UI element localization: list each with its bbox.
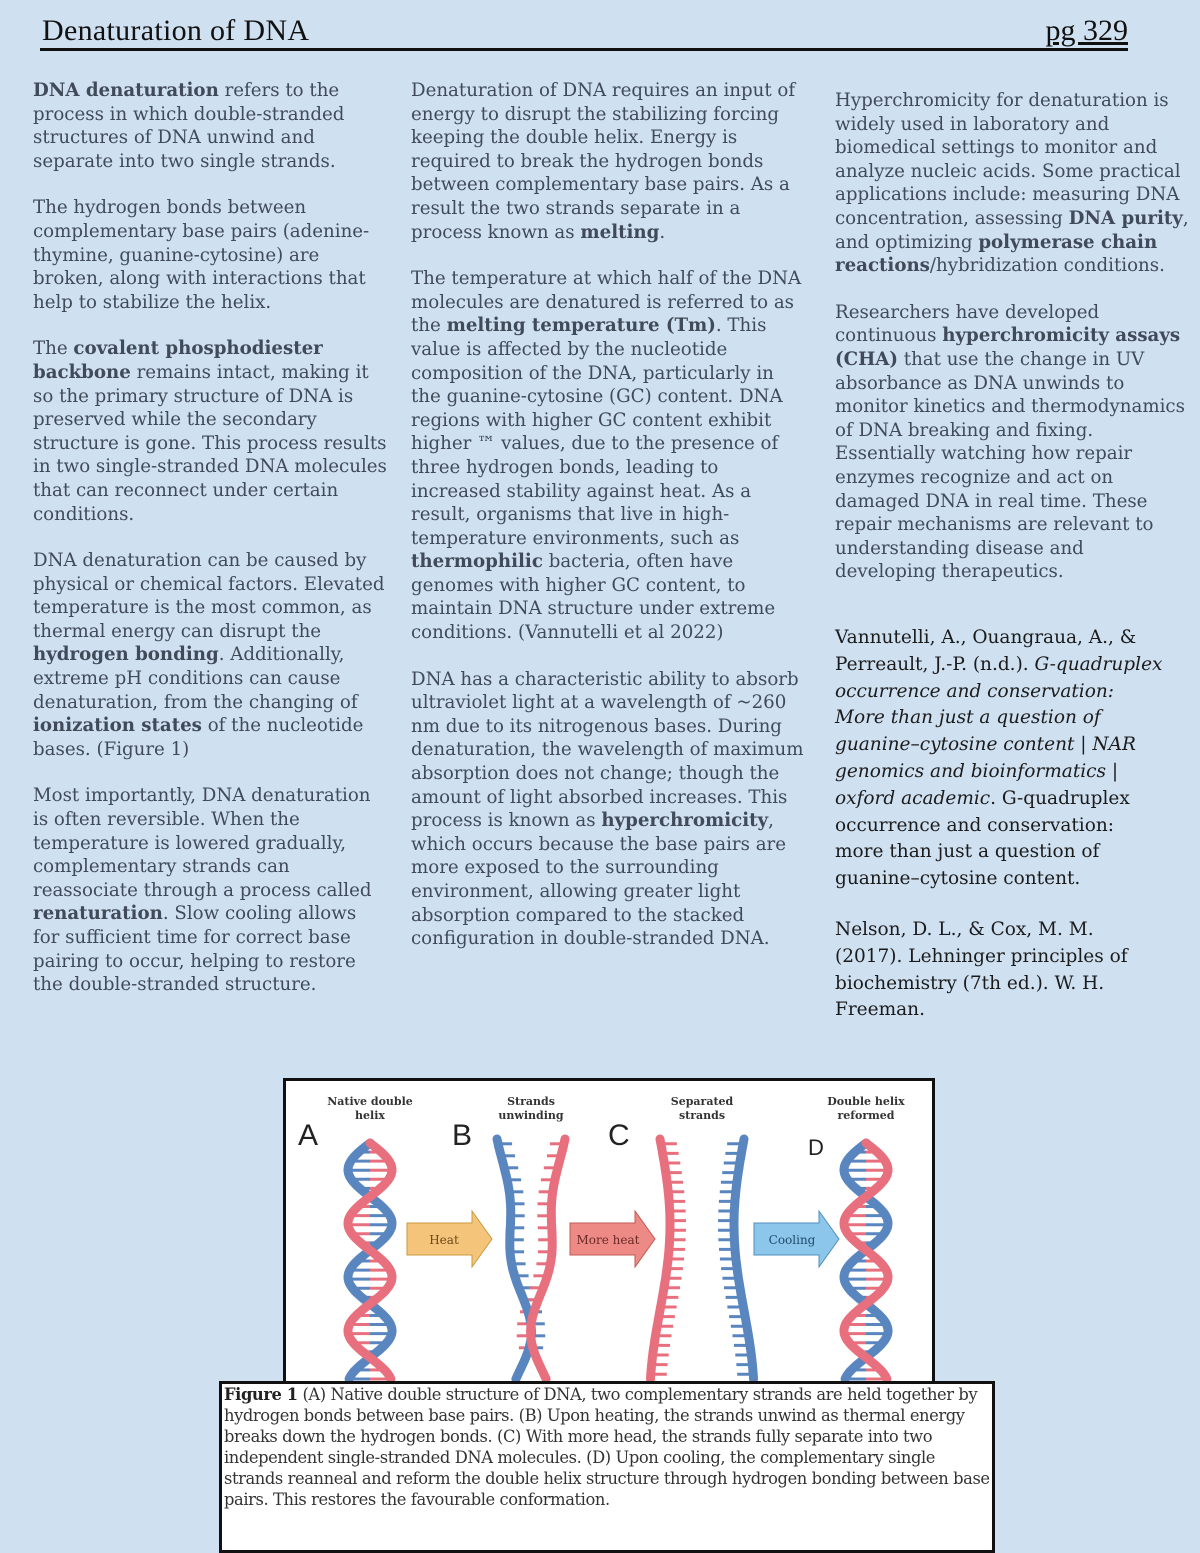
helix-c-separated: [651, 1139, 754, 1379]
cooling-arrow: [754, 1211, 839, 1267]
reference-nelson: Nelson, D. L., & Cox, M. M. (2017). Lehninger principles of biochemistry (7th ed.). W. H. Freeman.: [835, 918, 1128, 1021]
bold-term: renaturation: [33, 903, 163, 925]
text: . G-quadruplex occurrence and conservation: more than just a question of guanine–cytosine content.: [835, 787, 1130, 890]
paragraph: [33, 784, 388, 996]
heat-arrow: [407, 1211, 492, 1267]
bold-term: covalent phosphodiester backbone: [33, 338, 323, 383]
panel-letter-d: D: [808, 1135, 824, 1160]
helix-a-native: [348, 1143, 392, 1379]
figure-svg: [286, 1081, 932, 1385]
column-3: [835, 89, 1190, 607]
column-1: [33, 79, 388, 1020]
red-strand: [531, 1139, 565, 1379]
column-2: [411, 79, 807, 974]
more-heat-arrow: [570, 1211, 655, 1267]
text: DNA has a characteristic ability to absorb ultraviolet light at a wavelength of ~260 nm due to its nitrogenous bases. During denaturation, the wavelength of maximum absorption does not change; though the amount of light absorbed increases. This process is known as: [411, 668, 804, 832]
page-header: [40, 14, 1128, 51]
paragraph: [33, 337, 388, 526]
bold-term: hyperchromicity assays (CHA): [835, 325, 1181, 370]
text: .: [659, 221, 666, 243]
paragraph: The hydrogen bonds between complementary base pairs (adenine-thymine, guanine-cytosine) are broken, along with interactions that help to stabilize the helix.: [33, 197, 370, 313]
stage-label-b: Strands unwinding: [498, 1095, 564, 1122]
helix-b-unwinding: [497, 1139, 565, 1379]
page-number: pg 329: [1045, 14, 1128, 47]
paragraph: [835, 301, 1190, 584]
paragraph: [411, 79, 807, 244]
references: [835, 625, 1165, 1048]
caption-lead: Figure 1: [224, 1385, 298, 1404]
text: refers to the process in which double-stranded structures of DNA unwind and separate into two single strands.: [33, 80, 345, 172]
paragraph: [33, 79, 388, 173]
panel-letter-b: B: [452, 1119, 473, 1152]
figure-caption: [219, 1381, 995, 1553]
helix-d-reformed: [844, 1143, 888, 1379]
text: Researchers have developed continuous: [835, 301, 1100, 347]
bold-term: melting: [580, 221, 660, 243]
blue-strand: [497, 1139, 531, 1379]
bold-term: hyperchromicity: [601, 810, 769, 832]
text: remains intact, making it so the primary structure of DNA is preserved while the secondary structure is gone. This process results in two single-stranded DNA molecules that can reconnect under certain conditions.: [33, 361, 387, 525]
stage-label-d: Double helix reformed: [827, 1095, 905, 1122]
panel-letter-c: C: [608, 1119, 630, 1152]
text: /hybridization conditions.: [929, 255, 1165, 277]
single-strand: [651, 1139, 671, 1379]
more-heat-arrow-label: More heat: [576, 1233, 640, 1247]
heat-arrow-label: Heat: [429, 1233, 459, 1247]
text: that use the change in UV absorbance as DNA unwinds to monitor kinetics and thermodynamics of DNA breaking and fixing. Essentially watching how repair enzymes recognize and act on damaged DNA in real time. These repair mechanisms are relevant to understanding disease and developing therapeutics.: [835, 348, 1185, 583]
cooling-arrow-label: Cooling: [768, 1233, 816, 1247]
text: Vannutelli, A., Ouangraua, A., & Perreault, J.-P. (n.d.).: [835, 627, 1137, 675]
bold-term: polymerase chain reactions: [835, 231, 1158, 277]
bold-term: melting temperature (Tm): [446, 315, 716, 337]
single-strand: [734, 1139, 754, 1379]
figure-1-diagram: [283, 1078, 935, 1388]
text: . Additionally, extreme pH conditions can cause denaturation, from the changing of: [33, 644, 358, 713]
reference-vannutelli: [835, 625, 1165, 893]
bold-term: ionization states: [33, 715, 202, 737]
bold-term: thermophilic: [411, 551, 543, 573]
text: of the nucleotide bases. (Figure 1): [33, 715, 364, 760]
bold-term: DNA purity: [1068, 207, 1183, 229]
paragraph: [835, 89, 1190, 278]
bold-term: DNA denaturation: [33, 80, 219, 101]
text: bacteria, often have genomes with higher GC content, to maintain DNA structure under extreme conditions. (Vannutelli et al 2022): [411, 551, 776, 644]
text: The temperature at which half of the DNA molecules are denatured is referred to as the: [411, 268, 802, 337]
text: . This value is affected by the nucleotide composition of the DNA, particularly in the guanine-cytosine (GC) content. DNA regions with higher GC content exhibit higher ™ values, due to the presence of three hydrogen bonds, leading to increased stability against heat. As a result, organisms that live in high-temperature environments, such as: [411, 315, 783, 549]
text: . Slow cooling allows for sufficient time for correct base pairing to occur, helping to restore the double-stranded structure.: [33, 903, 357, 996]
bold-term: hydrogen bonding: [33, 644, 219, 666]
caption-text: (A) Native double structure of DNA, two complementary strands are held together by hydrogen bonds between base pairs. (B) Upon heating, the strands unwind as thermal energy breaks down the hydrogen bonds. (C) With more head, the strands fully separate into two independent single-stranded DNA molecules. (D) Upon cooling, the complementary single strands reanneal and reform the double helix structure through hydrogen bonding between base pairs. This restores the favourable conformation.: [224, 1385, 990, 1509]
paragraph: [33, 549, 388, 761]
text: DNA denaturation can be caused by physical or chemical factors. Elevated temperature is the most common, as thermal energy can disrupt the: [33, 550, 385, 642]
panel-letter-a: A: [298, 1119, 319, 1152]
text: , which occurs because the base pairs are more exposed to the surrounding environment, allowing greater light absorption compared to the stacked configuration in double-stranded DNA.: [411, 810, 786, 950]
text: , and optimizing: [835, 207, 1189, 253]
paragraph: [411, 267, 807, 645]
stage-label-c: Separated strands: [670, 1095, 734, 1122]
text: Hyperchromicity for denaturation is widely used in laboratory and biomedical settings to monitor and analyze nucleic acids. Some practical applications include: measuring DNA concentration, assessing: [835, 90, 1181, 229]
page-title: Denaturation of DNA: [42, 14, 310, 47]
text: Denaturation of DNA requires an input of energy to disrupt the stabilizing forcing keeping the double helix. Energy is required to break the hydrogen bonds between complementary base pairs. As a result the two strands separate in a process known as: [411, 80, 796, 243]
stage-label-a: Native double helix: [327, 1095, 413, 1122]
text: Most importantly, DNA denaturation is often reversible. When the temperature is lowered gradually, complementary strands can reassociate through a process called: [33, 785, 372, 901]
italic-title: G-quadruplex occurrence and conservation: More than just a question of guanine–cytosine content | NAR genomics and bioinformatics | oxford academic: [835, 653, 1163, 809]
paragraph: [411, 668, 807, 951]
text: The: [33, 338, 74, 360]
